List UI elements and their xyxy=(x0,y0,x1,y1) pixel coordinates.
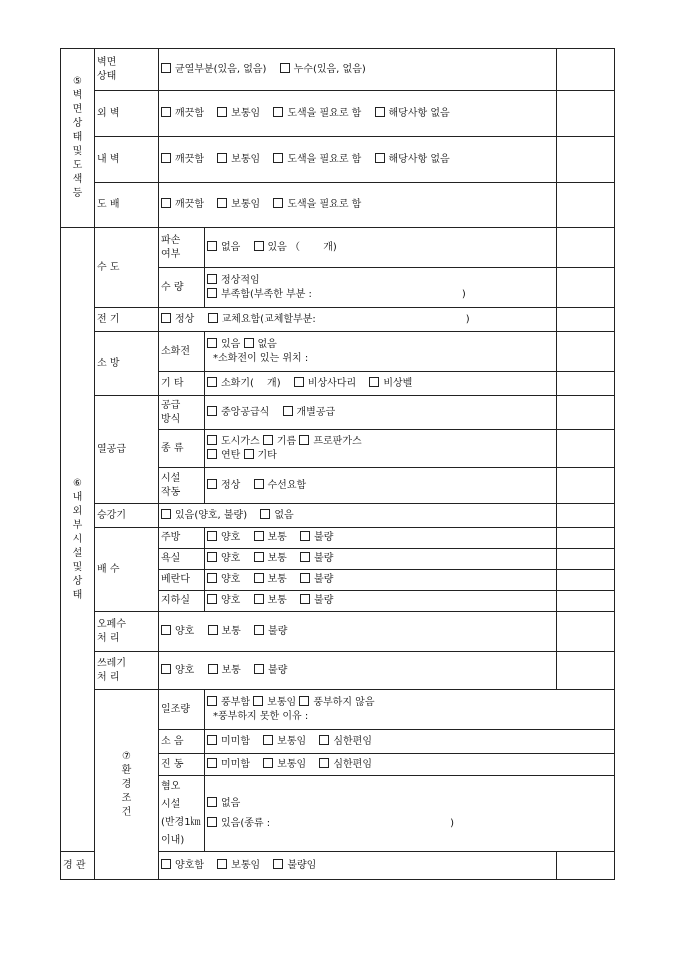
good-option[interactable]: 양호 xyxy=(207,553,240,564)
drainage-label: 배 수 xyxy=(95,528,159,612)
extinguisher-option[interactable]: 소화기( 개) xyxy=(207,378,281,389)
checkbox-icon[interactable] xyxy=(207,758,217,768)
checkbox-icon[interactable] xyxy=(217,107,227,117)
normal-option[interactable]: 보통임 xyxy=(263,759,306,770)
other-option[interactable]: 기타 xyxy=(244,450,277,461)
checkbox-icon[interactable] xyxy=(299,435,309,445)
checkbox-icon[interactable] xyxy=(207,531,217,541)
remarks-cell[interactable] xyxy=(557,570,615,591)
checkbox-icon[interactable] xyxy=(217,153,227,163)
remarks-cell[interactable] xyxy=(557,372,615,396)
checkbox-icon[interactable] xyxy=(244,449,254,459)
checkbox-icon[interactable] xyxy=(207,449,217,459)
repaint-option[interactable]: 도색을 필요로 함 xyxy=(273,199,361,210)
normal-option[interactable]: 보통 xyxy=(254,532,287,543)
normal-option[interactable]: 보통 xyxy=(208,626,241,637)
section-6-title: ⑥ 내 외 부 시 설 및 상 태 xyxy=(61,228,95,852)
checkbox-icon[interactable] xyxy=(207,406,217,416)
checkbox-icon[interactable] xyxy=(208,664,218,674)
checkbox-icon[interactable] xyxy=(254,573,264,583)
none-option[interactable]: 없음 xyxy=(207,797,612,811)
hydrant-label: 소화전 xyxy=(159,332,205,372)
sewage-options xyxy=(159,612,557,652)
heating-method-options xyxy=(205,396,557,430)
checkbox-icon[interactable] xyxy=(207,241,217,251)
basement-options xyxy=(205,591,557,612)
individual-option[interactable]: 개별공급 xyxy=(283,407,336,418)
repair-option[interactable]: 수선요함 xyxy=(254,480,307,491)
remarks-cell[interactable] xyxy=(557,228,615,268)
bathroom-options xyxy=(205,549,557,570)
checkbox-icon[interactable] xyxy=(254,531,264,541)
checkbox-icon[interactable] xyxy=(369,377,379,387)
facility-label: 혐오 시설 (반경1㎞ 이내) xyxy=(159,776,205,852)
checkbox-icon[interactable] xyxy=(161,313,171,323)
bad-option[interactable]: 불량 xyxy=(300,553,333,564)
severe-option[interactable]: 심한편임 xyxy=(319,736,372,747)
normal-option[interactable]: 보통임 xyxy=(217,154,260,165)
checkbox-icon[interactable] xyxy=(254,241,264,251)
none-option[interactable]: 없음 xyxy=(244,339,277,350)
checkbox-icon[interactable] xyxy=(263,735,273,745)
view-label: 경 관 xyxy=(61,852,95,880)
checkbox-icon[interactable] xyxy=(207,435,217,445)
bathroom-label: 욕실 xyxy=(159,549,205,570)
checkbox-icon[interactable] xyxy=(207,797,217,807)
bad-option[interactable]: 불량 xyxy=(254,665,287,676)
normal-option[interactable]: 보통 xyxy=(254,553,287,564)
briquette-option[interactable]: 연탄 xyxy=(207,450,240,461)
checkbox-icon[interactable] xyxy=(273,859,283,869)
checkbox-icon[interactable] xyxy=(207,377,217,387)
lack-option[interactable]: 부족함(부족한 부분 : ) xyxy=(207,288,554,302)
normal-option[interactable]: 정상적임 xyxy=(207,274,554,288)
remarks-cell[interactable] xyxy=(557,308,615,332)
bad-option[interactable]: 불량 xyxy=(254,626,287,637)
checkbox-icon[interactable] xyxy=(161,664,171,674)
remarks-cell[interactable] xyxy=(557,504,615,528)
heating-operation-options xyxy=(205,468,557,504)
clean-option[interactable]: 깨끗함 xyxy=(161,154,204,165)
noise-label: 소 음 xyxy=(159,730,205,754)
bell-option[interactable]: 비상벨 xyxy=(369,378,412,389)
checkbox-icon[interactable] xyxy=(207,338,217,348)
checkbox-icon[interactable] xyxy=(319,758,329,768)
normal-option[interactable]: 정상 xyxy=(161,314,194,325)
checkbox-icon[interactable] xyxy=(254,664,264,674)
checkbox-icon[interactable] xyxy=(161,198,171,208)
sunlight-checks xyxy=(207,696,612,710)
wall-surface-label: 벽면 상태 xyxy=(95,49,159,91)
good-option[interactable]: 양호 xyxy=(207,532,240,543)
heating-method-label: 공급 방식 xyxy=(159,396,205,430)
good-option[interactable]: 양호 xyxy=(161,665,194,676)
remarks-cell[interactable] xyxy=(557,430,615,468)
veranda-label: 베란다 xyxy=(159,570,205,591)
slight-option[interactable]: 미미함 xyxy=(207,736,250,747)
checkbox-icon[interactable] xyxy=(300,531,310,541)
checkbox-icon[interactable] xyxy=(260,509,270,519)
checkbox-icon[interactable] xyxy=(217,859,227,869)
checkbox-icon[interactable] xyxy=(254,479,264,489)
remarks-cell[interactable] xyxy=(557,528,615,549)
repaint-option[interactable]: 도색을 필요로 함 xyxy=(273,154,361,165)
checkbox-icon[interactable] xyxy=(280,63,290,73)
remarks-cell[interactable] xyxy=(557,396,615,430)
heating-operation-label: 시설 작동 xyxy=(159,468,205,504)
water-volume-label: 수 량 xyxy=(159,268,205,308)
heating-type-label: 종 류 xyxy=(159,430,205,468)
none-option[interactable]: 없음 xyxy=(207,242,240,253)
bad-option[interactable]: 불량임 xyxy=(273,860,316,871)
na-option[interactable]: 해당사항 없음 xyxy=(375,108,450,119)
checkbox-icon[interactable] xyxy=(283,406,293,416)
checkbox-icon[interactable] xyxy=(375,153,385,163)
clean-option[interactable]: 깨끗함 xyxy=(161,199,204,210)
basement-label: 지하실 xyxy=(159,591,205,612)
checkbox-icon[interactable] xyxy=(207,288,217,298)
normal-option[interactable]: 정상 xyxy=(207,480,240,491)
not-rich-option[interactable]: 풍부하지 않음 xyxy=(299,697,374,708)
kitchen-label: 주방 xyxy=(159,528,205,549)
checkbox-icon[interactable] xyxy=(273,153,283,163)
checkbox-icon[interactable] xyxy=(161,153,171,163)
slight-option[interactable]: 미미함 xyxy=(207,759,250,770)
remarks-cell[interactable] xyxy=(557,268,615,308)
exists-option[interactable]: 있음(종류 : ) xyxy=(207,817,612,831)
water-volume-options xyxy=(205,268,557,308)
inspection-form-table xyxy=(60,48,615,880)
checkbox-icon[interactable] xyxy=(244,338,254,348)
normal-option[interactable]: 보통임 xyxy=(263,736,306,747)
crack-option[interactable]: 균열부분(있음, 없음) xyxy=(161,64,266,75)
garbage-label: 쓰레기 처 리 xyxy=(95,652,159,690)
normal-option[interactable]: 보통 xyxy=(254,574,287,585)
checkbox-icon[interactable] xyxy=(254,552,264,562)
heating-type-row-1 xyxy=(207,435,554,449)
normal-option[interactable]: 보통 xyxy=(208,665,241,676)
elevator-label: 승강기 xyxy=(95,504,159,528)
fire-etc-label: 기 타 xyxy=(159,372,205,396)
elevator-options xyxy=(159,504,557,528)
remarks-cell[interactable] xyxy=(557,468,615,504)
checkbox-icon[interactable] xyxy=(207,274,217,284)
normal-option[interactable]: 보통임 xyxy=(217,108,260,119)
checkbox-icon[interactable] xyxy=(273,198,283,208)
checkbox-icon[interactable] xyxy=(207,594,217,604)
city-gas-option[interactable]: 도시가스 xyxy=(207,436,260,447)
exterior-wall-label: 외 벽 xyxy=(95,91,159,137)
checkbox-icon[interactable] xyxy=(300,594,310,604)
checkbox-icon[interactable] xyxy=(161,859,171,869)
heating-type-options xyxy=(205,430,557,468)
remarks-cell[interactable] xyxy=(557,852,615,880)
sewage-label: 오페수 처 리 xyxy=(95,612,159,652)
fire-label: 소 방 xyxy=(95,332,159,396)
checkbox-icon[interactable] xyxy=(207,479,217,489)
checkbox-icon[interactable] xyxy=(161,107,171,117)
water-damage-options xyxy=(205,228,557,268)
electric-label: 전 기 xyxy=(95,308,159,332)
checkbox-icon[interactable] xyxy=(207,573,217,583)
checkbox-icon[interactable] xyxy=(294,377,304,387)
none-option[interactable]: 없음 xyxy=(260,510,293,521)
remarks-cell[interactable] xyxy=(557,591,615,612)
checkbox-icon[interactable] xyxy=(208,625,218,635)
clean-option[interactable]: 깨끗함 xyxy=(161,108,204,119)
leak-option[interactable]: 누수(있음, 없음) xyxy=(280,64,366,75)
remarks-cell[interactable] xyxy=(557,332,615,372)
normal-option[interactable]: 보통임 xyxy=(217,199,260,210)
rich-option[interactable]: 풍부함 xyxy=(207,697,250,708)
kitchen-options xyxy=(205,528,557,549)
checkbox-icon[interactable] xyxy=(375,107,385,117)
checkbox-icon[interactable] xyxy=(263,758,273,768)
checkbox-icon[interactable] xyxy=(263,435,273,445)
hydrant-options xyxy=(205,332,557,372)
noise-options xyxy=(205,730,615,754)
interior-wall-options xyxy=(159,137,557,183)
checkbox-icon[interactable] xyxy=(300,552,310,562)
propane-option[interactable]: 프로판가스 xyxy=(299,436,361,447)
normal-option[interactable]: 보통 xyxy=(254,595,287,606)
interior-wall-label: 내 벽 xyxy=(95,137,159,183)
checkbox-icon[interactable] xyxy=(207,552,217,562)
water-damage-label: 파손 여부 xyxy=(159,228,205,268)
remarks-cell[interactable] xyxy=(557,183,615,228)
severe-option[interactable]: 심한편임 xyxy=(319,759,372,770)
remarks-cell[interactable] xyxy=(557,652,615,690)
fire-etc-options xyxy=(205,372,557,396)
section-7-title: ⑦ 환 경 조 건 xyxy=(95,690,159,880)
good-option[interactable]: 양호 xyxy=(161,626,194,637)
checkbox-icon[interactable] xyxy=(299,696,309,706)
heating-type-row-2 xyxy=(207,449,554,463)
electric-options xyxy=(159,308,557,332)
wallpaper-label: 도 배 xyxy=(95,183,159,228)
replace-option[interactable]: 교체요함(교체할부분: ) xyxy=(208,314,470,325)
remarks-cell[interactable] xyxy=(557,612,615,652)
checkbox-icon[interactable] xyxy=(161,509,171,519)
checkbox-icon[interactable] xyxy=(254,625,264,635)
ladder-option[interactable]: 비상사다리 xyxy=(294,378,356,389)
central-option[interactable]: 중앙공급식 xyxy=(207,407,269,418)
checkbox-icon[interactable] xyxy=(253,696,263,706)
remarks-cell[interactable] xyxy=(557,549,615,570)
remarks-cell[interactable] xyxy=(557,49,615,91)
good-option[interactable]: 양호 xyxy=(207,574,240,585)
checkbox-icon[interactable] xyxy=(300,573,310,583)
checkbox-icon[interactable] xyxy=(207,817,217,827)
hydrant-checks xyxy=(207,338,554,352)
remarks-cell[interactable] xyxy=(557,137,615,183)
section-5-title: ⑤ 벽 면 상 태 및 도 색 등 xyxy=(61,49,95,228)
bad-option[interactable]: 불량 xyxy=(300,532,333,543)
checkbox-icon[interactable] xyxy=(207,735,217,745)
normal-option[interactable]: 보통임 xyxy=(253,697,296,708)
checkbox-icon[interactable] xyxy=(217,198,227,208)
good-option[interactable]: 양호함 xyxy=(161,860,204,871)
sunlight-reason-note: *풍부하지 못한 이유 : xyxy=(213,710,309,722)
wallpaper-options xyxy=(159,183,557,228)
view-options xyxy=(159,852,557,880)
sunlight-label: 일조량 xyxy=(159,690,205,730)
hydrant-location-note: *소화전이 있는 위치 : xyxy=(213,352,309,364)
checkbox-icon[interactable] xyxy=(273,107,283,117)
sunlight-options xyxy=(205,690,615,730)
exists-option[interactable]: 있음 （ 개) xyxy=(254,242,337,253)
bad-option[interactable]: 불량 xyxy=(300,595,333,606)
vibration-label: 진 동 xyxy=(159,754,205,776)
checkbox-icon[interactable] xyxy=(161,625,171,635)
facility-options xyxy=(205,776,615,852)
bad-option[interactable]: 불량 xyxy=(300,574,333,585)
wall-surface-options xyxy=(159,49,557,91)
veranda-options xyxy=(205,570,557,591)
remarks-cell[interactable] xyxy=(557,91,615,137)
exists-option[interactable]: 있음 xyxy=(207,339,240,350)
oil-option[interactable]: 기름 xyxy=(263,436,296,447)
checkbox-icon[interactable] xyxy=(319,735,329,745)
vibration-options xyxy=(205,754,615,776)
normal-option[interactable]: 보통임 xyxy=(217,860,260,871)
checkbox-icon[interactable] xyxy=(207,696,217,706)
good-option[interactable]: 양호 xyxy=(207,595,240,606)
garbage-options xyxy=(159,652,557,690)
na-option[interactable]: 해당사항 없음 xyxy=(375,154,450,165)
checkbox-icon[interactable] xyxy=(208,313,218,323)
water-label: 수 도 xyxy=(95,228,159,308)
exterior-wall-options xyxy=(159,91,557,137)
exists-option[interactable]: 있음(양호, 불량) xyxy=(161,510,247,521)
heating-label: 열공급 xyxy=(95,396,159,504)
checkbox-icon[interactable] xyxy=(161,63,171,73)
repaint-option[interactable]: 도색을 필요로 함 xyxy=(273,108,361,119)
checkbox-icon[interactable] xyxy=(254,594,264,604)
